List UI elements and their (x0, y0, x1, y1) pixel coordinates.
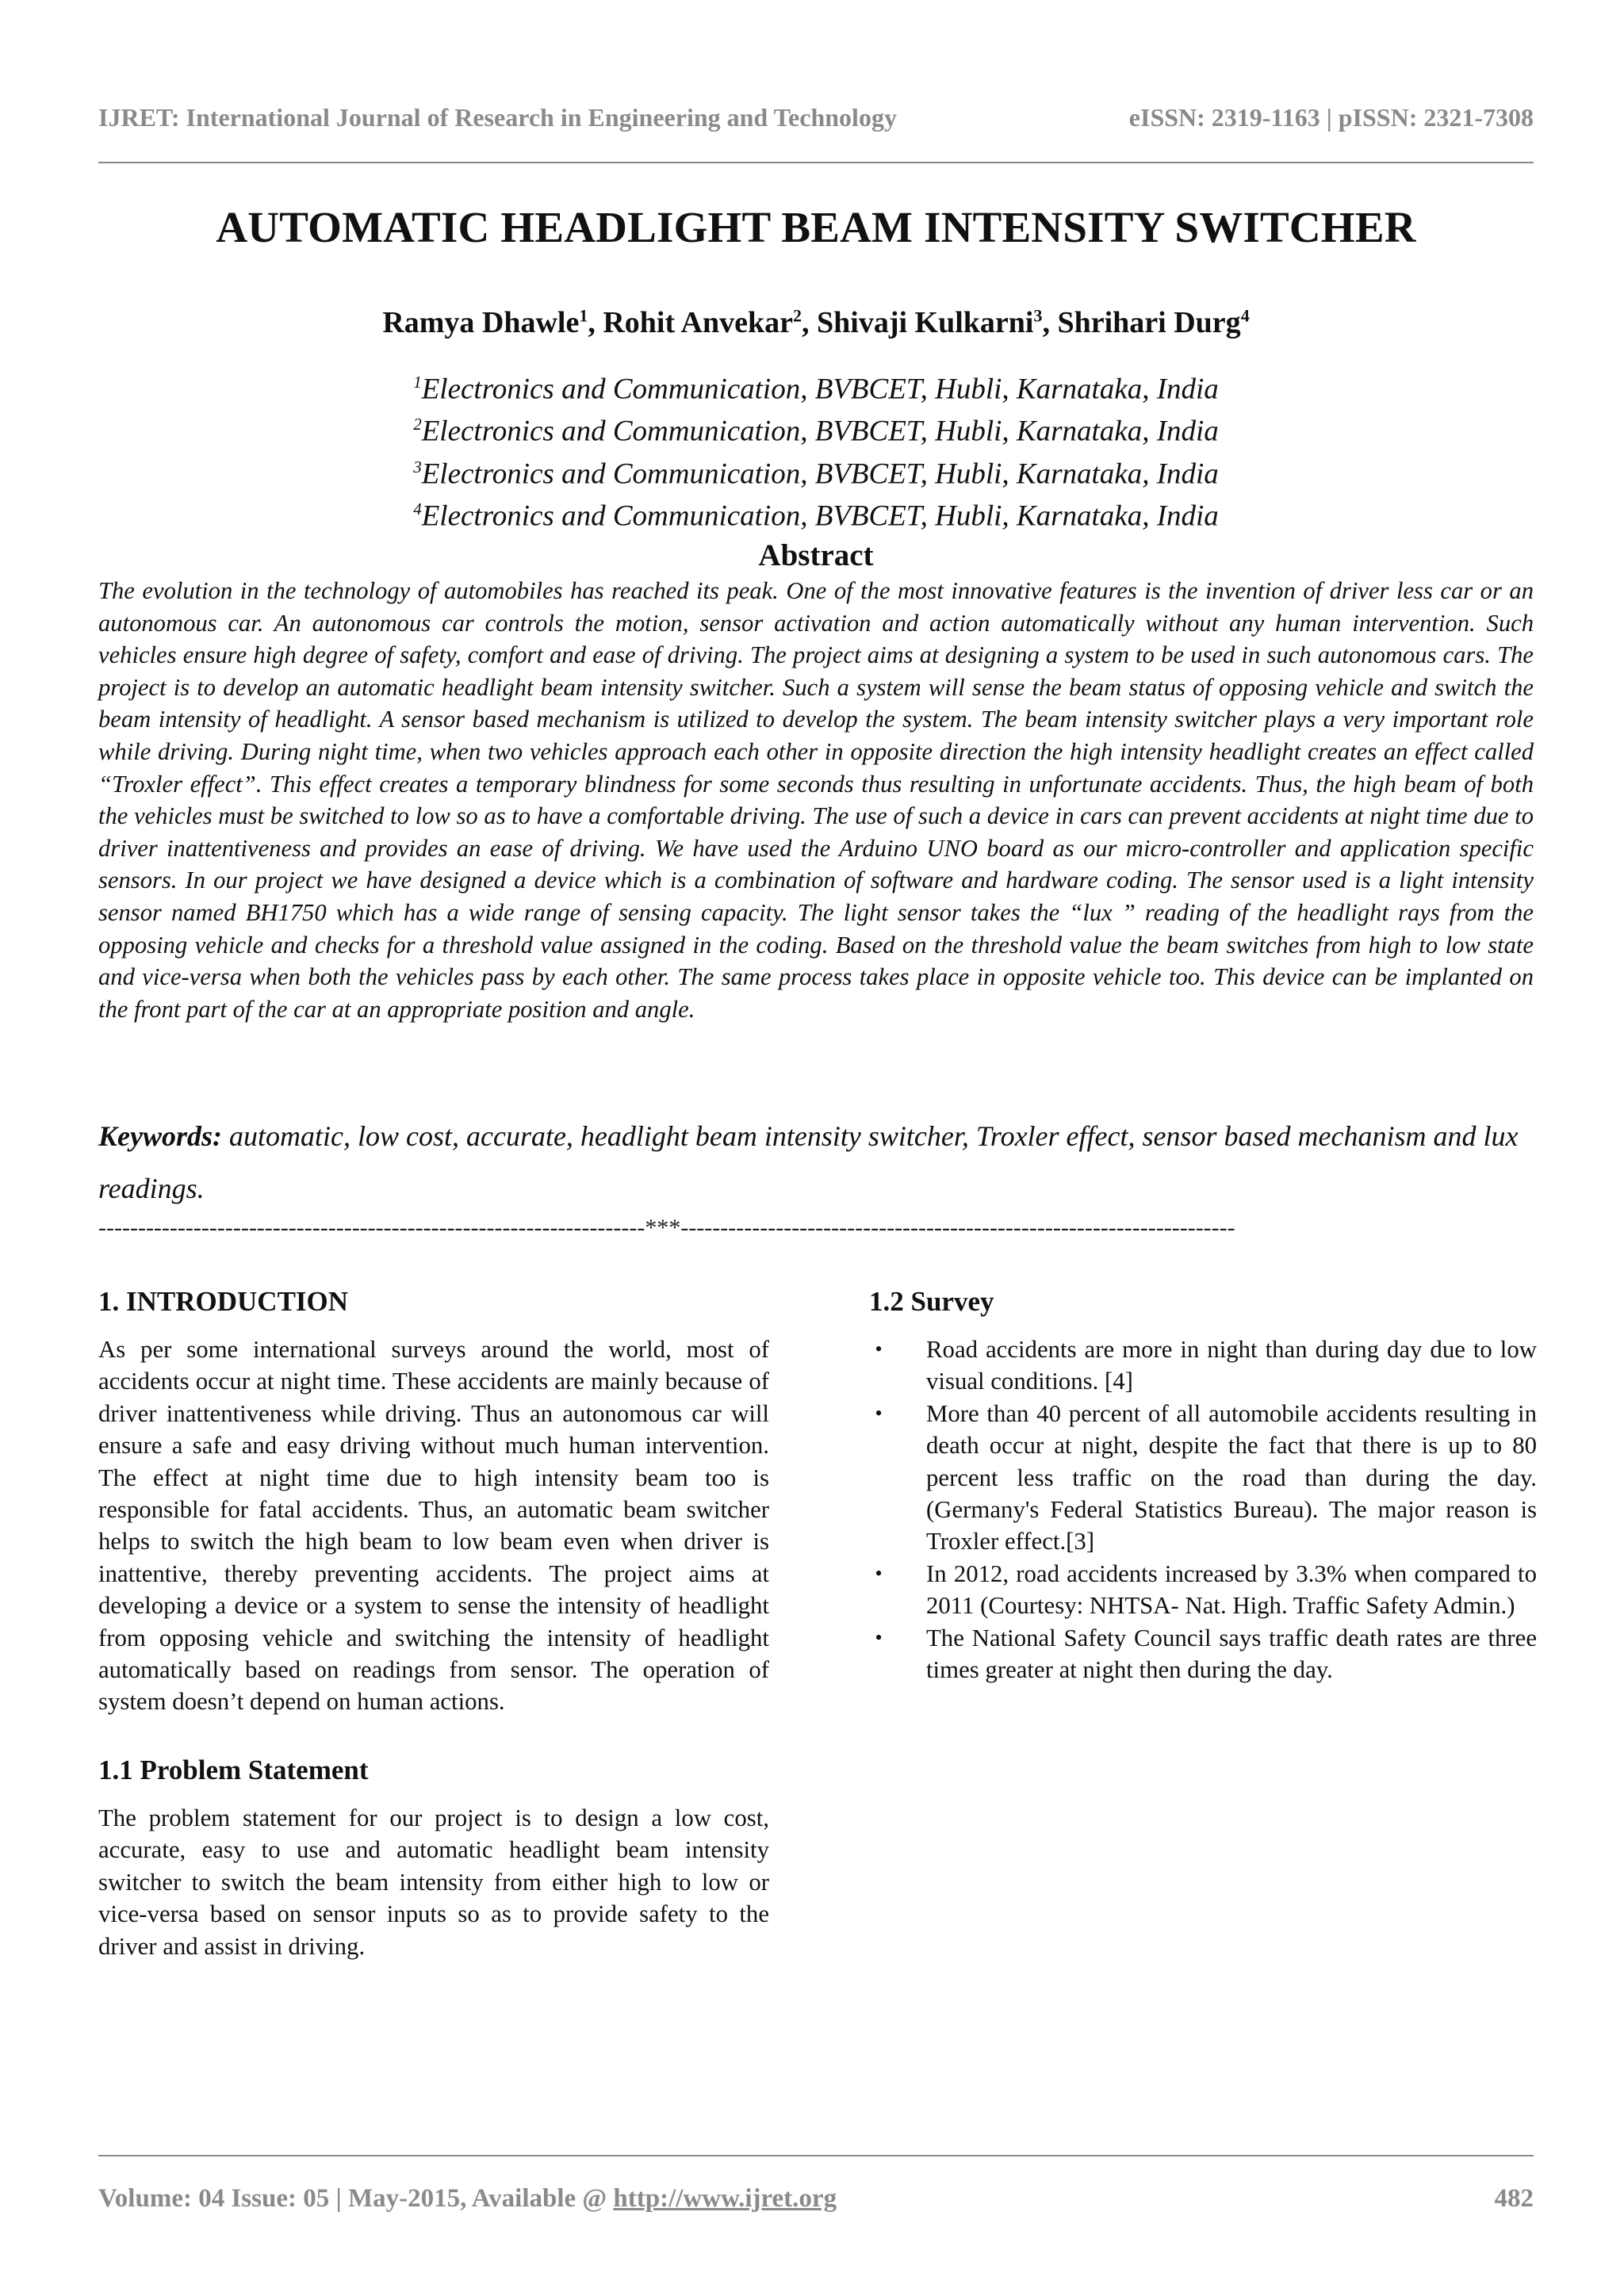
section-separator: ---------------------------------------------------------------------***---------------------------------------------------------------------- (98, 1215, 1235, 1241)
abstract-heading: Abstract (758, 538, 874, 572)
footer-volume: Volume: 04 Issue: 05 | May-2015, Available @ http://www.ijret.org (98, 2183, 837, 2213)
header-rule (98, 162, 1534, 163)
page-number: 482 (1494, 2183, 1534, 2213)
journal-link[interactable]: http://www.ijret.org (613, 2183, 837, 2213)
keywords-label: Keywords: (98, 1120, 222, 1152)
footer-rule (98, 2155, 1534, 2156)
author-3: Shivaji Kulkarni$^3$, (817, 305, 1058, 339)
affiliation-1: $^1$Electronics and Communication, BVBCET, Hubli, Karnataka, India (413, 373, 1219, 406)
bullet-icon: • (875, 1401, 883, 1425)
affiliation-2: $^2$Electronics and Communication, BVBCET, Hubli, Karnataka, India (413, 415, 1219, 448)
affiliation-4: $^4$Electronics and Communication, BVBCET, Hubli, Karnataka, India (413, 499, 1219, 533)
affiliation-list (98, 365, 1534, 534)
right-column (869, 1284, 1537, 1686)
left-column (98, 1284, 769, 1962)
survey-list (869, 1334, 1537, 1686)
list-item: • The National Safety Council says traffic death rates are three times greater at night then during the day. (869, 1622, 1537, 1686)
paper-title: AUTOMATIC HEADLIGHT BEAM INTENSITY SWITCHER (216, 203, 1416, 251)
list-item: • In 2012, road accidents increased by 3.3% when compared to 2011 (Courtesy: NHTSA- Nat. High. Traffic Safety Admin.) (869, 1558, 1537, 1622)
issn-info: eISSN: 2319-1163 | pISSN: 2321-7308 (1128, 102, 1534, 132)
bullet-icon: • (875, 1561, 883, 1585)
keywords (98, 1110, 1534, 1215)
running-footer (98, 2179, 1534, 2218)
running-header (98, 98, 1534, 136)
bullet-icon: • (875, 1625, 883, 1649)
author-4: Shrihari Durg$^4$ (1057, 305, 1250, 339)
author-list (98, 305, 1534, 340)
keywords-text: automatic, low cost, accurate, headlight beam intensity switcher, Troxler effect, sensor based mechanism and lux readings. (98, 1120, 1519, 1204)
author-1: Ramya Dhawle$^1$, (382, 305, 603, 339)
affiliation-3: $^3$Electronics and Communication, BVBCET, Hubli, Karnataka, India (413, 457, 1219, 490)
abstract-text: The evolution in the technology of automobiles has reached its peak. One of the most innovative features is the invention of driver less car or an autonomous car. An autonomous car controls the motion, sensor activation and action automatically without any human intervention. Such vehicles ensure high degree of safety, comfort and ease of driving. The project aims at designing a system to be used in such autonomous cars. The project is to develop an automatic headlight beam intensity switcher. Such a system will sense the beam status of opposing vehicle and switch the beam intensity of headlight. A sensor based mechanism is utilized to develop the system. The beam intensity switcher plays a very important role while driving. During night time, when two vehicles approach each other in opposite direction the high intensity headlight creates an effect called “Troxler effect”. This effect creates a temporary blindness for some seconds thus resulting in unfortunate accidents. Thus, the high beam of both the vehicles must be switched to low so as to have a comfortable driving. The use of such a device in cars can prevent accidents at night time due to driver inattentiveness and provides an ease of driving. We have used the Arduino UNO board as our micro-controller and application specific sensors. In our project we have designed a device which is a combination of software and hardware coding. The sensor used is a light intensity sensor named BH1750 which has a wide range of sensing capacity. The light sensor takes the “lux ” reading of the headlight rays from the opposing vehicle and checks for a threshold value assigned in the coding. Based on the threshold value the beam switches from high to low state and vice-versa when both the vehicles pass by each other. The same process takes place in opposite vehicle too. This device can be implanted on the front part of the car at an appropriate position and angle. (98, 577, 1534, 1023)
author-2: Rohit Anvekar$^2$, (603, 305, 817, 339)
journal-name: IJRET: International Journal of Research in Engineering and Technology (98, 102, 897, 132)
problem-heading: 1.1 Problem Statement (98, 1754, 369, 1785)
bullet-icon: • (875, 1337, 883, 1360)
intro-heading: 1. INTRODUCTION (98, 1286, 349, 1317)
problem-text: The problem statement for our project is to design a low cost, accurate, easy to use and automatic headlight beam intensity switcher to switch the beam intensity from either high to low or vice-versa based on sensor inputs so as to provide safety to the driver and assist in driving. (98, 1804, 769, 1960)
list-item: • More than 40 percent of all automobile accidents resulting in death occur at night, despite the fact that there is up to 80 percent less traffic on the road than during the day. (Germany's Federal Statistics Bureau). The major reason is Troxler effect.[3] (869, 1398, 1537, 1558)
list-item: • Road accidents are more in night than during day due to low visual conditions. [4] (869, 1334, 1537, 1398)
survey-heading: 1.2 Survey (869, 1286, 994, 1317)
intro-text: As per some international surveys around the world, most of accidents occur at night time. These accidents are mainly because of driver inattentiveness while driving. Thus an autonomous car will ensure a safe and easy driving without much human intervention. The effect at night time due to high intensity beam too is responsible for fatal accidents. Thus, an automatic beam switcher helps to switch the high beam to low beam even when driver is inattentive, thereby preventing accidents. The project aims at developing a device or a system to sense the intensity of headlight from opposing vehicle and switching the intensity of headlight automatically based on readings from sensor. The operation of system doesn’t depend on human actions. (98, 1336, 769, 1716)
